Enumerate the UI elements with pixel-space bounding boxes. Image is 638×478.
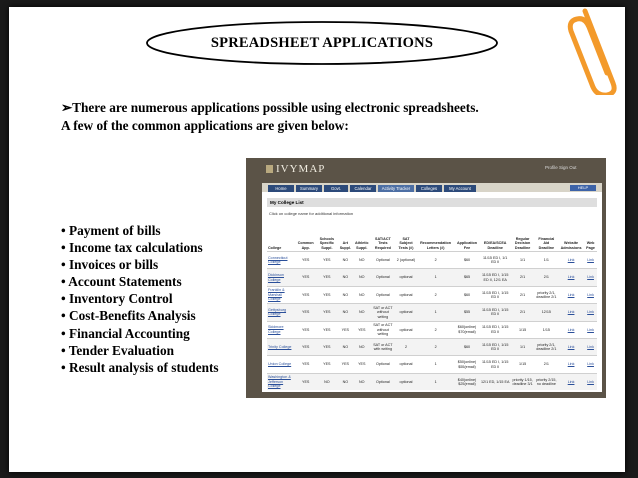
table-cell: 1/1 — [511, 252, 535, 269]
col-header: Application Fee — [456, 241, 478, 250]
table-cell: 12/1 ED, 1/15 EA — [480, 373, 511, 390]
table-cell: NO — [353, 286, 371, 303]
college-list-title: My College List — [267, 198, 597, 207]
table-cell: optional — [395, 356, 417, 373]
table-cell: $60 — [454, 252, 480, 269]
table-cell: $60 — [454, 286, 480, 303]
table-cell: 11/15 ED I, 1/1 ED II — [480, 252, 511, 269]
table-header-row — [267, 224, 597, 252]
table-row — [267, 269, 597, 286]
table-cell: YES — [338, 356, 353, 373]
table-cell: YES — [316, 321, 338, 338]
table-row — [267, 338, 597, 355]
table-cell: NO — [353, 269, 371, 286]
table-cell: $50(online) $55(email) — [454, 356, 480, 373]
college-name-link[interactable]: Gettysburg College — [267, 304, 296, 321]
table-cell: NO — [338, 252, 353, 269]
help-button[interactable]: HELP — [570, 185, 596, 191]
table-link[interactable]: Link — [584, 373, 597, 390]
intro-text — [61, 99, 581, 135]
table-cell: priority 2/15, no deadline — [535, 373, 558, 390]
table-link[interactable]: Link — [584, 286, 597, 303]
logo-text: IVYMAP — [276, 163, 326, 175]
account-links[interactable]: Profile Sign Out — [545, 165, 577, 170]
col-header: Web Page — [586, 241, 595, 250]
table-cell: YES — [316, 304, 338, 321]
paperclip-icon — [565, 7, 625, 95]
bullet-item: • Account Statements — [61, 273, 219, 290]
table-cell: YES — [296, 321, 316, 338]
table-cell: YES — [338, 321, 353, 338]
table-cell: SAT or ACT without writing — [371, 321, 395, 338]
table-cell: YES — [353, 321, 371, 338]
tab-summary[interactable]: Summary — [296, 185, 322, 192]
table-cell: 1/15 — [511, 356, 535, 373]
table-cell: 1 — [417, 269, 454, 286]
table-row — [267, 321, 597, 338]
college-table-body — [267, 252, 597, 391]
table-link[interactable]: Link — [558, 373, 584, 390]
table-cell: YES — [296, 269, 316, 286]
table-cell: 2 — [417, 286, 454, 303]
bullet-item: • Cost-Benefits Analysis — [61, 307, 219, 324]
table-cell: 1/1 — [511, 338, 535, 355]
table-row — [267, 373, 597, 390]
table-cell: $65 — [454, 269, 480, 286]
col-header: Regular Decision Deadline — [514, 236, 531, 250]
table-cell: optional — [395, 373, 417, 390]
table-cell: 1 — [417, 356, 454, 373]
col-header: Recommendation Letters (#) — [420, 241, 452, 250]
table-cell: 2/1 — [511, 269, 535, 286]
table-cell: YES — [316, 252, 338, 269]
bullet-item: • Payment of bills — [61, 222, 219, 239]
col-header: Athletic Suppl. — [355, 241, 369, 250]
table-cell: NO — [338, 269, 353, 286]
table-link[interactable]: Link — [584, 338, 597, 355]
table-cell: priority 2/1, deadline 2/1 — [535, 338, 558, 355]
college-name-link[interactable]: Connecticut College — [267, 252, 296, 269]
tab-govt[interactable]: Govt. — [324, 185, 348, 192]
table-link[interactable]: Link — [558, 321, 584, 338]
bullet-item: • Result analysis of students — [61, 359, 219, 376]
table-cell: $40(online) $25(email) — [454, 373, 480, 390]
table-row — [267, 304, 597, 321]
table-cell: optional — [395, 269, 417, 286]
table-cell: NO — [353, 338, 371, 355]
intro-line-1: ➢There are numerous applications possible using electronic spreadsheets. — [61, 100, 479, 115]
table-cell: 11/15 ED I, 1/15 ED II — [480, 356, 511, 373]
table-cell: 12/15 — [535, 304, 558, 321]
table-link[interactable]: Link — [558, 286, 584, 303]
college-name-link[interactable]: Skidmore College — [267, 321, 296, 338]
table-cell: YES — [353, 356, 371, 373]
table-link[interactable]: Link — [558, 252, 584, 269]
table-cell: Optional — [371, 269, 395, 286]
table-link[interactable]: Link — [558, 304, 584, 321]
college-name-link[interactable]: Franklin & Marshall College — [267, 286, 296, 303]
table-cell: Optional — [371, 356, 395, 373]
table-cell: 2/1 — [535, 356, 558, 373]
col-header: Schools Specific Suppl. — [319, 236, 335, 250]
college-name-link[interactable]: Trinity College — [267, 338, 296, 355]
table-cell: 2 — [395, 338, 417, 355]
table-cell: NO — [338, 286, 353, 303]
table-cell: priority 1/15, deadline 3/1 — [511, 373, 535, 390]
college-list-hint: Click on college name for additional information — [269, 211, 354, 216]
col-header: Financial Aid Deadline — [538, 236, 555, 250]
college-table — [267, 224, 597, 390]
table-cell: 11/15 ED I, 1/15 ED II — [480, 286, 511, 303]
col-header: College — [268, 245, 282, 250]
table-cell: 2/1 — [511, 286, 535, 303]
table-cell: 2/1 — [511, 304, 535, 321]
table-cell: NO — [353, 304, 371, 321]
col-header: SAT Subject Tests (#) — [398, 236, 414, 250]
bullet-item: • Inventory Control — [61, 290, 219, 307]
table-cell: 2/1 — [535, 269, 558, 286]
logo-icon — [266, 165, 273, 173]
bullet-item: • Invoices or bills — [61, 256, 219, 273]
tab-activity-tracker[interactable]: Activity Tracker — [378, 185, 414, 192]
table-cell: 1 — [417, 373, 454, 390]
col-header: Website Admissions — [560, 241, 582, 250]
table-row — [267, 252, 597, 269]
table-cell: YES — [296, 338, 316, 355]
table-cell: $60(online) $70(email) — [454, 321, 480, 338]
table-cell: optional — [395, 286, 417, 303]
table-cell: NO — [353, 252, 371, 269]
col-header: SAT/ACT Tests Required — [374, 236, 391, 250]
college-name-link[interactable]: Union College — [267, 356, 296, 373]
tab-calendar[interactable]: Calendar — [350, 185, 376, 192]
table-row — [267, 356, 597, 373]
table-link[interactable]: Link — [558, 269, 584, 286]
ivymap-logo — [266, 163, 325, 175]
col-header: ED/EA/SCEA Deadline — [483, 241, 507, 250]
table-cell: YES — [296, 373, 316, 390]
table-link[interactable]: Link — [584, 269, 597, 286]
table-cell: 2 — [417, 321, 454, 338]
table-row — [267, 286, 597, 303]
table-cell: 1/15 — [535, 321, 558, 338]
table-cell: NO — [338, 373, 353, 390]
table-cell: 11/15 ED I, 1/15 ED II — [480, 338, 511, 355]
table-cell: YES — [296, 304, 316, 321]
table-cell: NO — [338, 338, 353, 355]
table-cell: 11/15 ED I, 1/15 ED II — [480, 304, 511, 321]
table-cell: YES — [316, 356, 338, 373]
table-cell: Optional — [371, 252, 395, 269]
table-link[interactable]: Link — [584, 252, 597, 269]
intro-line-2: A few of the common applications are given below: — [61, 118, 349, 133]
bullet-item: • Tender Evaluation — [61, 342, 219, 359]
table-cell: 2 — [417, 338, 454, 355]
table-cell: 1/1 — [535, 252, 558, 269]
table-cell: Optional — [371, 373, 395, 390]
table-cell: SAT or ACT without writing — [371, 304, 395, 321]
table-cell: YES — [316, 338, 338, 355]
table-cell: Optional — [371, 286, 395, 303]
table-cell: $60 — [454, 338, 480, 355]
table-link[interactable]: Link — [558, 338, 584, 355]
col-header: Common App. — [297, 241, 314, 250]
applications-list — [61, 222, 219, 376]
table-cell: $55 — [454, 304, 480, 321]
table-cell: 1/15 — [511, 321, 535, 338]
table-cell: 1 — [417, 304, 454, 321]
table-cell: optional — [395, 304, 417, 321]
table-link[interactable]: Link — [584, 321, 597, 338]
slide-title: SPREADSHEET APPLICATIONS — [210, 34, 434, 51]
college-name-link[interactable]: Dickinson College — [267, 269, 296, 286]
tab-home[interactable]: Home — [268, 185, 294, 192]
table-cell: YES — [296, 286, 316, 303]
tab-colleges[interactable]: Colleges — [416, 185, 442, 192]
table-cell: SAT or ACT with writing — [371, 338, 395, 355]
table-link[interactable]: Link — [584, 304, 597, 321]
table-cell: YES — [316, 269, 338, 286]
table-cell: NO — [353, 373, 371, 390]
college-name-link[interactable]: Washington & Jefferson College — [267, 373, 296, 390]
bullet-item: • Income tax calculations — [61, 239, 219, 256]
table-cell: 2 — [417, 252, 454, 269]
table-cell: 11/15 ED I, 1/15 ED II, 12/1 EA — [480, 269, 511, 286]
table-cell: YES — [316, 286, 338, 303]
tab-my-account[interactable]: My Account — [444, 185, 476, 192]
col-header: Art Suppl. — [339, 241, 351, 250]
table-cell: 2 (optional) — [395, 252, 417, 269]
bullet-item: • Financial Accounting — [61, 325, 219, 342]
table-cell: YES — [296, 356, 316, 373]
table-cell: YES — [296, 252, 316, 269]
table-cell: NO — [338, 304, 353, 321]
table-link[interactable]: Link — [558, 356, 584, 373]
table-cell: NO — [316, 373, 338, 390]
table-link[interactable]: Link — [584, 356, 597, 373]
table-cell: priority 2/1, deadline 2/1 — [535, 286, 558, 303]
table-cell: optional — [395, 321, 417, 338]
table-cell: 11/15 ED I, 1/15 ED II — [480, 321, 511, 338]
